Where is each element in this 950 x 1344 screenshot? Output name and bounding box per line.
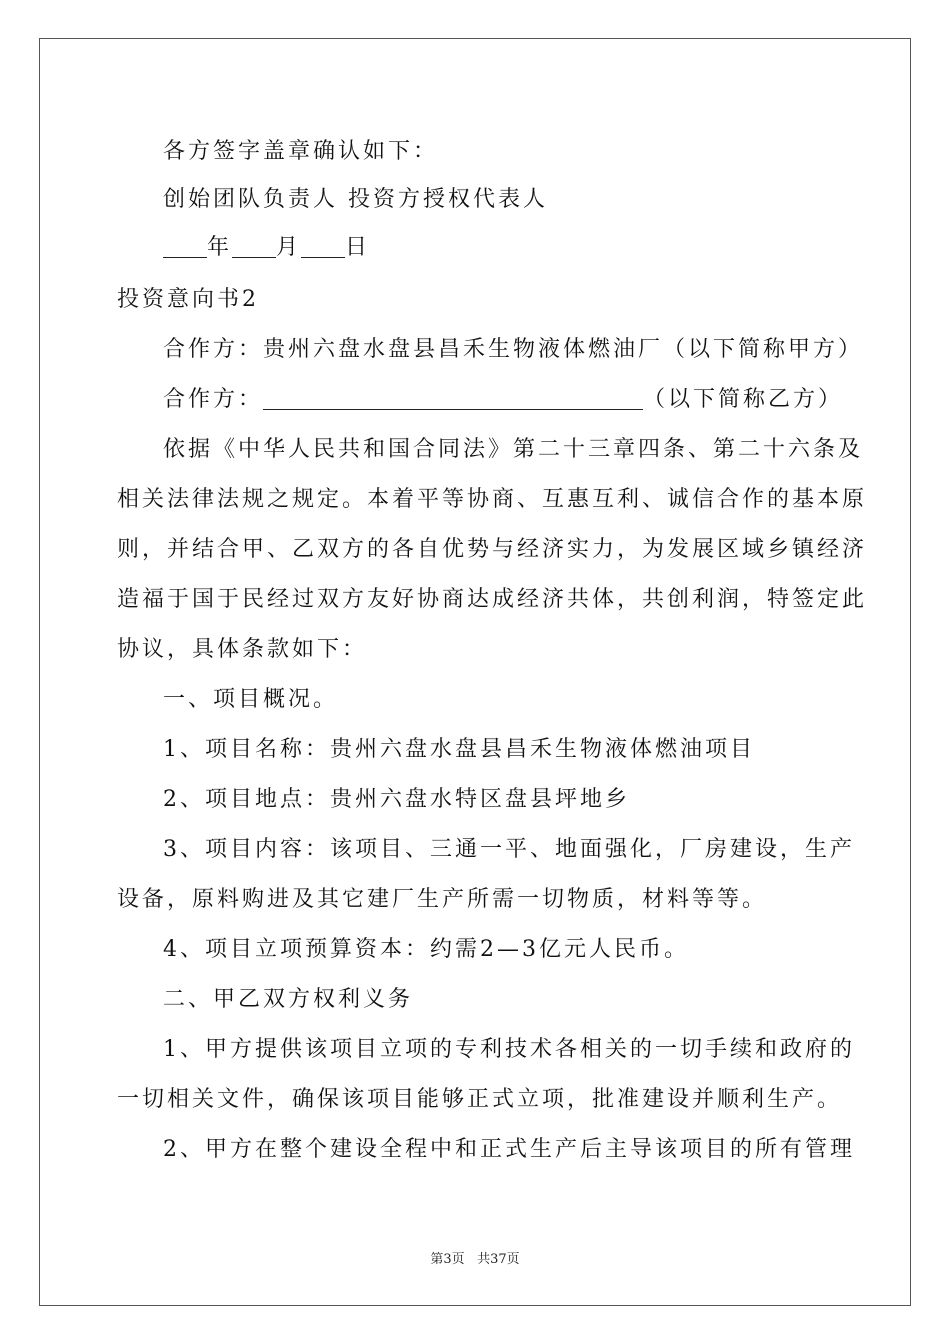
blank-underline (301, 235, 345, 258)
page-footer (0, 1248, 950, 1267)
section-title: 投资意向书2 (117, 287, 259, 312)
party-b-suffix: （以下简称乙方） (643, 387, 844, 412)
party-b-label: 合作方： (163, 387, 264, 412)
text-line: 4、项目立项预算资本：约需2—3亿元人民币。 (163, 937, 689, 962)
month-label: 月 (276, 235, 302, 260)
page-number: 第3页 (430, 1252, 465, 1267)
party-b-line (163, 385, 843, 415)
blank-underline (232, 235, 276, 258)
page-total: 共37页 (477, 1252, 520, 1267)
year-label: 年 (207, 235, 233, 260)
text-line: 1、甲方提供该项目立项的专利技术各相关的一切手续和政府的 (163, 1037, 855, 1062)
text-line: 各方签字盖章确认如下： (163, 139, 439, 164)
text-line: 一切相关文件，确保该项目能够正式立项，批准建设并顺利生产。 (117, 1087, 843, 1112)
text-line: 二、甲乙双方权利义务 (163, 987, 414, 1012)
blank-underline (263, 387, 643, 410)
text-line: 依据《中华人民共和国合同法》第二十三章四条、第二十六条及 (163, 437, 864, 462)
text-line: 相关法律法规之规定。本着平等协商、互惠互利、诚信合作的基本原 (117, 487, 868, 512)
text-line: 2、甲方在整个建设全程中和正式生产后主导该项目的所有管理 (163, 1137, 855, 1162)
text-line: 造福于国于民经过双方友好协商达成经济共体，共创利润，特签定此 (117, 587, 868, 612)
page-border (39, 38, 911, 1306)
text-line: 1、项目名称：贵州六盘水盘县昌禾生物液体燃油项目 (163, 737, 755, 762)
text-line: 2、项目地点：贵州六盘水特区盘县坪地乡 (163, 787, 630, 812)
text-line: 一、项目概况。 (163, 687, 339, 712)
text-line: 合作方：贵州六盘水盘县昌禾生物液体燃油厂（以下简称甲方） (163, 337, 864, 362)
blank-underline (163, 235, 207, 258)
text-line: 3、项目内容：该项目、三通一平、地面强化，厂房建设，生产 (163, 837, 855, 862)
text-line: 则，并结合甲、乙双方的各自优势与经济实力，为发展区域乡镇经济 (117, 537, 868, 562)
day-label: 日 (345, 235, 371, 260)
text-line: 设备，原料购进及其它建厂生产所需一切物质，材料等等。 (117, 887, 768, 912)
text-line: 创始团队负责人 投资方授权代表人 (163, 187, 548, 212)
date-line (163, 233, 370, 263)
text-line: 协议，具体条款如下： (117, 637, 368, 662)
